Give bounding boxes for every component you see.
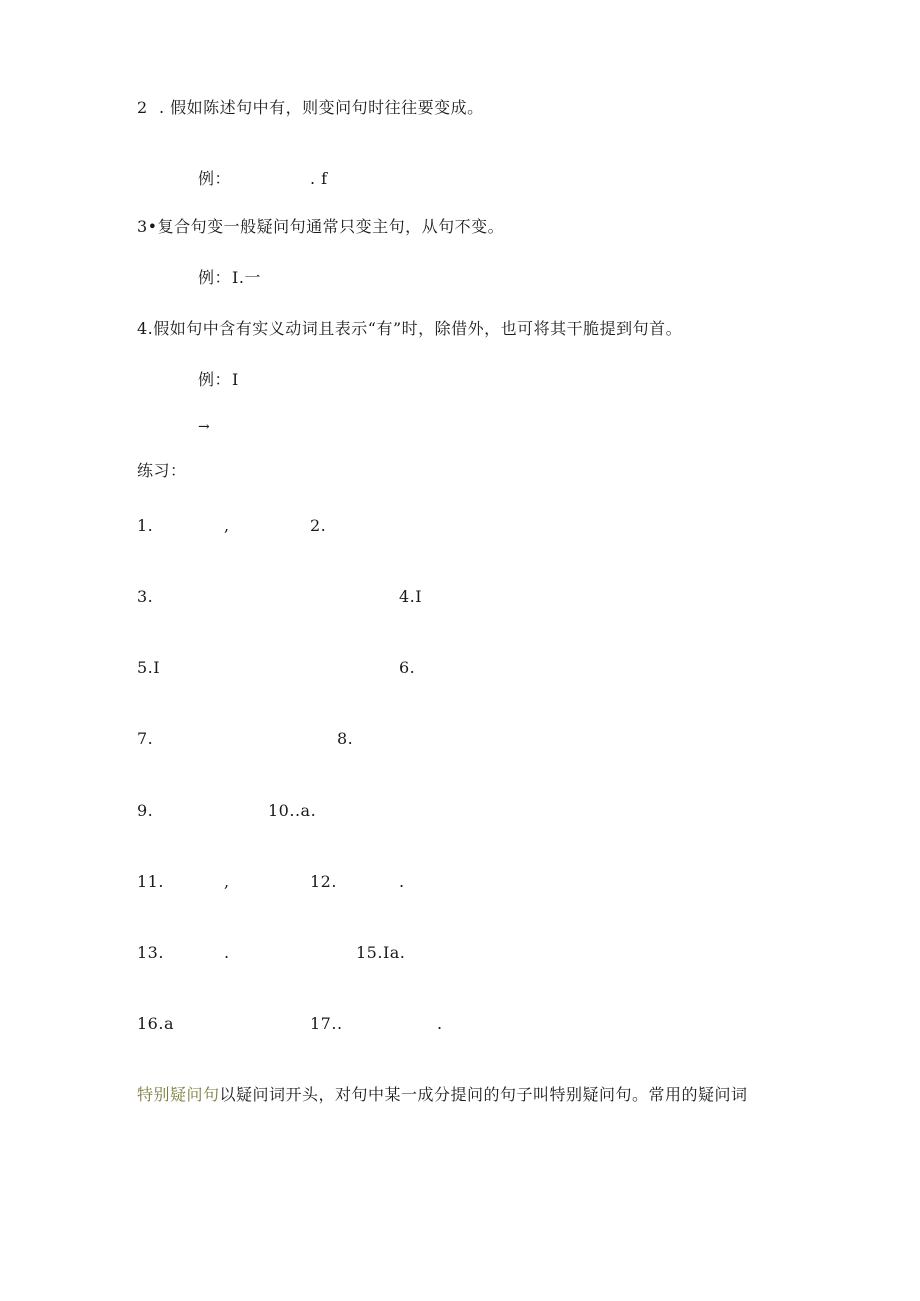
practice-item-16: 16.a — [137, 1014, 174, 1033]
practice-item-2: 2. — [310, 516, 327, 535]
practice-item-12: 12. — [310, 872, 337, 891]
rule-2-text: . 假如陈述句中有，则变问句时往往要变成。 — [159, 98, 484, 117]
rule-2-example-text: . f — [310, 169, 328, 188]
rule-2-example-label: 例： — [198, 169, 232, 188]
practice-item-5: 5.I — [137, 658, 161, 677]
special-question-definition — [137, 1085, 748, 1105]
practice-item-8: 8. — [337, 729, 354, 748]
rule-3-example-text: I.一 — [232, 268, 261, 287]
rule-4-text: 4.假如句中含有实义动词且表示“有”时，除借外，也可将其干脆提到句首。 — [137, 319, 683, 338]
practice-item-10: 10..a. — [268, 801, 317, 820]
practice-item-17: 17.. — [310, 1014, 343, 1033]
rule-4-example-text: I — [232, 370, 239, 389]
practice-item-3: 3. — [137, 587, 154, 606]
practice-item-1-comma: , — [224, 516, 230, 535]
special-question-rest: 以疑问词开头，对句中某一成分提问的句子叫特别疑问句。常用的疑问词 — [219, 1085, 748, 1104]
practice-item-9: 9. — [137, 801, 154, 820]
practice-title: 练习： — [137, 461, 187, 480]
rule-3-example-label: 例： — [198, 268, 232, 287]
practice-item-13-dot: . — [224, 943, 230, 962]
practice-item-4: 4.I — [399, 587, 423, 606]
rule-2-number: 2 — [137, 98, 148, 117]
practice-item-15: 15.Ia. — [356, 943, 406, 962]
practice-item-11: 11. — [137, 872, 164, 891]
practice-item-6: 6. — [399, 658, 416, 677]
practice-item-13: 13. — [137, 943, 164, 962]
rule-4-arrow: → — [198, 419, 211, 435]
practice-item-12-dot: . — [399, 872, 405, 891]
rule-3-text: 3•复合句变一般疑问句通常只变主句，从句不变。 — [137, 217, 505, 236]
practice-item-11-comma: , — [224, 872, 230, 891]
rule-4-example-label: 例： — [198, 370, 232, 389]
practice-item-1: 1. — [137, 516, 154, 535]
practice-item-17-dot: . — [437, 1014, 443, 1033]
practice-item-7: 7. — [137, 729, 154, 748]
special-question-highlight: 特别疑问句 — [137, 1085, 220, 1104]
